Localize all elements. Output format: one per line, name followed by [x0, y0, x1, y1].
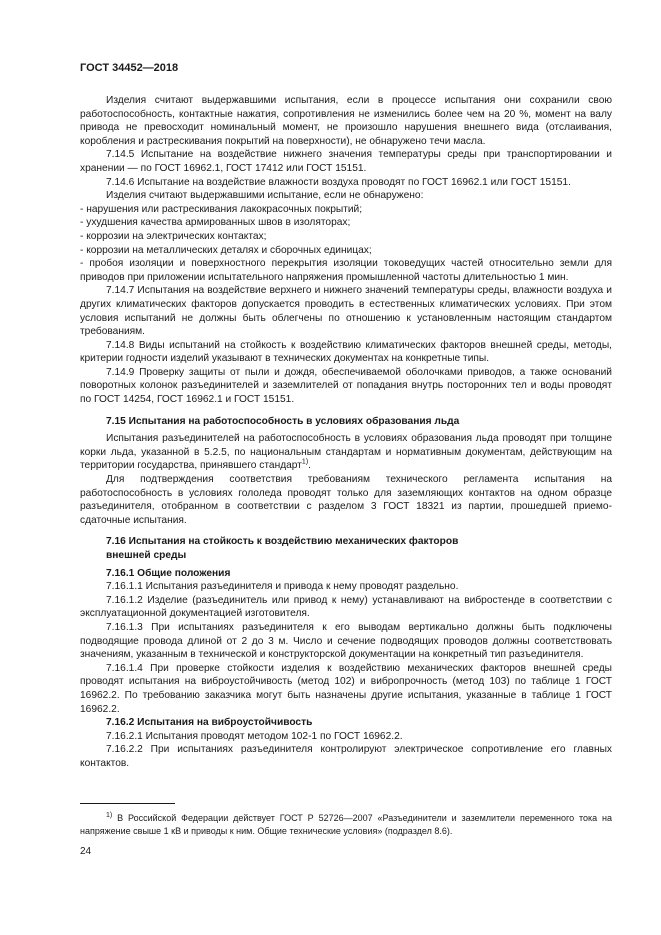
paragraph-7-16-2-2: 7.16.2.2 При испытаниях разъединителя контролируют электрическое сопротивление его главных контактов.	[80, 744, 612, 769]
paragraph-7-14-5: 7.14.5 Испытание на воздействие нижнего значения температуры среды при транспортировании и хранении — по ГОСТ 16962.1, ГОСТ 17412 или ГОСТ 15151.	[80, 149, 612, 174]
paragraph-7-16-1-2: 7.16.1.2 Изделие (разъединитель или привод к нему) устанавливают на вибростенде в соответствии с эксплуатационной документацией изготовителя.	[80, 594, 612, 620]
page-number: 24	[80, 846, 92, 857]
paragraph-7-16-1-4: 7.16.1.4 При проверке стойкости изделия к воздействию механических факторов внешней среды проводят испытания на виброустойчивость (метод 102) и вибропрочность (метод 103) по таблице 1 ГОСТ 16962.2. По требованию заказчика могут быть назначены другие испытания, указанные в таблице 1 ГОСТ 16962.2.	[80, 662, 612, 715]
footnote-marker: 1)	[106, 812, 113, 819]
list-item-metal-corrosion: - коррозии на металлических деталях и сборочных единицах;	[80, 244, 372, 256]
document-body	[80, 94, 612, 771]
paragraph-humidity-criteria: Изделия считают выдержавшими испытание, если не обнаружено:	[106, 190, 424, 202]
footnote	[80, 812, 612, 837]
section-heading-7-16-line2: внешней среды	[106, 550, 187, 561]
paragraph-7-16-1-1: 7.16.1.1 Испытания разъединителя и привода к нему проводят раздельно.	[106, 581, 459, 593]
list-item-coating: - нарушения или растрескивания лакокрасочных покрытий;	[80, 203, 363, 215]
footnote-text: В Российской Федерации действует ГОСТ Р 52726—2007 «Разъединители и заземлители переменного тока на напряжение свыше 1 кВ и приводы к ним. Общие технические условия» (подраздел 8.6).	[80, 813, 612, 836]
paragraph-7-14-6: 7.14.6 Испытание на воздействие влажности воздуха проводят по ГОСТ 16962.1 или ГОСТ 15151.	[106, 176, 571, 188]
list-item-insulation-breakdown: - пробоя изоляции и поверхностного перекрытия изоляции токоведущих частей относительно земли для приводов при приложении испытательного напряжения промышленной частоты длительностью 1 мин.	[80, 258, 612, 283]
section-heading-7-16-line1: 7.16 Испытания на стойкость к воздействию механических факторов	[106, 536, 459, 548]
document-header-title: ГОСТ 34452—2018	[80, 62, 179, 74]
paragraph-ice-tests	[80, 432, 612, 473]
paragraph-7-14-9: 7.14.9 Проверку защиты от пыли и дождя, обеспечиваемой оболочками приводов, а также оснований поворотных колонок разъединителей и заземлителей от попадания внутрь посторонних тел и воды проводят по ГОСТ 14254, ГОСТ 16962.1 и ГОСТ 15151.	[80, 366, 612, 406]
paragraph-7-16-2-1: 7.16.2.1 Испытания проводят методом 102-1 по ГОСТ 16962.2.	[106, 730, 403, 742]
paragraph-test-result-criteria: Изделия считают выдержавшими испытания, если в процессе испытания они сохранили свою работоспособность, контактные нажатия, сопротивления не изменились более чем на 20 %, момент на валу привода не превосходит номинальный момент, не произошло нарушения внешнего вида (отслаивания, коробления и растрескивания покрытий на поверхности), не обнаружено течи масла.	[80, 95, 612, 147]
paragraph-7-14-8: 7.14.8 Виды испытаний на стойкость к воздействию климатических факторов внешней среды, методы, критерии годности изделий указывают в технических документах на конкретные типы.	[80, 339, 612, 365]
paragraph-ice-tests-text: Испытания разъединителей на работоспособность в условиях образования льда проводят при толщине корки льда, указанной в 5.2.5, по национальным стандартам и нормативным документам, действующим на территории государства, принявшего стандарт	[80, 433, 612, 472]
list-item-contact-corrosion: - коррозии на электрических контактах;	[80, 230, 267, 242]
footnote-divider	[80, 803, 175, 804]
subsection-heading-7-16-2: 7.16.2 Испытания на виброустойчивость	[106, 717, 313, 729]
footnote-reference: 1)	[301, 459, 309, 467]
paragraph-ice-compliance: Для подтверждения соответствия требованиям технического регламента испытания на работоспособность в условиях гололеда проводят только для заземляющих контактов на одном образце разъединителя, отобранном в соответствии с разделом 3 ГОСТ 18321 из партии, прошедшей приемо-сдаточные испытания.	[80, 474, 612, 526]
paragraph-ice-tests-end: .	[308, 460, 311, 472]
paragraph-7-16-1-3: 7.16.1.3 При испытаниях разъединителя к его выводам вертикально должны быть подключены подводящие провода длиной от 2 до 3 м. Число и сечение подводящих проводов должны соответствовать значениям, указанным в технической и конструкторской документации на конкретный тип разъединителя.	[80, 621, 612, 661]
subsection-heading-7-16-1: 7.16.1 Общие положения	[106, 567, 231, 579]
list-item-seams: - ухудшения качества армированных швов в изоляторах;	[80, 217, 351, 229]
paragraph-7-14-7: 7.14.7 Испытания на воздействие верхнего и нижнего значений температуры среды, влажности воздуха и других климатических факторов допускается проводить в естественных климатических условиях. При этом условия испытаний не должны быть облегчены по отношению к установленным настоящим стандартом требованиям.	[80, 285, 612, 338]
section-heading-7-15: 7.15 Испытания на работоспособность в условиях образования льда	[106, 415, 460, 427]
